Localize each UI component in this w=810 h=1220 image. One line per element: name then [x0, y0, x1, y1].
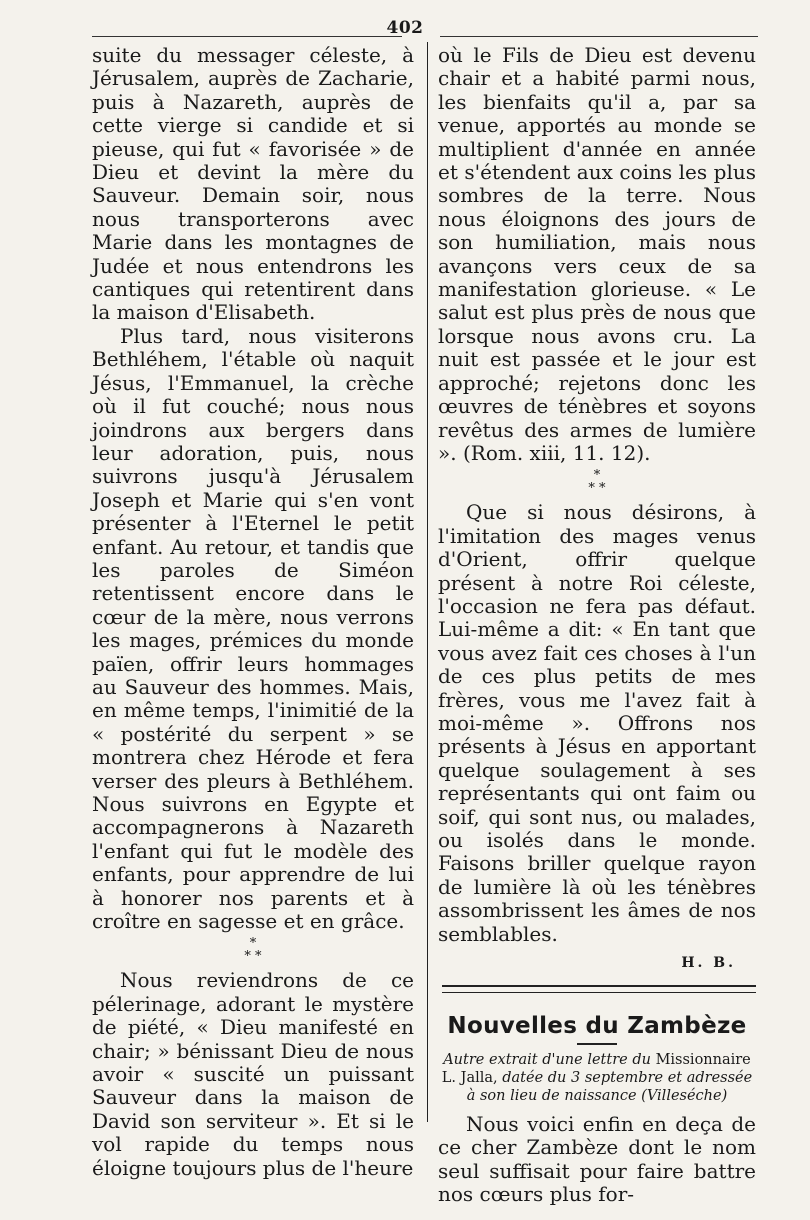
paragraph: Plus tard, nous visiterons Bethléhem, l'étable où naquit Jésus, l'Emmanuel, la crèche où il fut couché; nous nous joindrons aux bergers dans leur adoration, puis, nous suivrons jusqu'à Jérusalem Joseph et Marie qui s'en vont présenter à l'Eternel le petit enfant. Au retour, et tandis que les paroles de Siméon retentissent encore dans le cœur de la mère, nous verrons les mages, prémices du monde païen, offrir leurs hommages au Sauveur des hommes. Mais, en même temps, l'inimitié de la « postérité du serpent » se montrera chez Hérode et fera verser des pleurs à Bethléhem. Nous suivrons en Egypte et accompagnerons à Nazareth l'enfant qui fut le modèle des enfants, pour apprendre de lui à honorer nos parents et à croître en sagesse et en grâce.	[92, 323, 414, 934]
intro-part: datée du 3 septembre et adressée à son lieu de naissance (Villeséche)	[466, 1069, 753, 1104]
asterism-separator: * * *	[588, 468, 606, 497]
intro-part: Autre extrait d'une lettre du	[443, 1051, 651, 1068]
intro-note	[440, 1051, 754, 1105]
paragraph: Nous reviendrons de ce pélerinage, adorant le mystère de piété, « Dieu manifesté en chair; » bénissant Dieu de nous avoir « suscité un puissant Sauveur dans la maison de David son serviteur ». Et si le vol rapide du temps nous éloigne toujours plus de l'heure	[92, 968, 414, 1180]
left-column	[92, 44, 414, 1180]
header-rule-right	[440, 36, 758, 37]
title-rule	[577, 1043, 617, 1045]
paragraph: Nous voici enfin en deça de ce cher Zambèze dont le nom seul suffisait pour faire battre nos cœurs plus for-	[438, 1111, 756, 1207]
intro-missionary: Missionnaire L. Jalla,	[441, 1051, 751, 1086]
column-divider	[427, 42, 428, 1122]
page-number: 402	[386, 18, 424, 38]
header-rule-left	[92, 36, 402, 37]
asterism-separator: * * *	[244, 936, 262, 965]
section-title: Nouvelles du Zambèze	[447, 1013, 747, 1040]
paragraph: Que si nous désirons, à l'imitation des mages venus d'Orient, offrir quelque présent à notre Roi céleste, l'occasion ne fera pas défaut. Lui-même a dit: « En tant que vous avez fait ces choses à l'un de ces plus petits de mes frères, vous me l'avez fait à moi-même ». Offrons nos présents à Jésus en apportant quelque soulagement à ses représentants qui ont faim ou soif, qui sont nus, ou malades, ou isolés dans le monde. Faisons briller quelque rayon de lumière là où les ténèbres assombrissent les âmes de nos semblables.	[438, 500, 756, 946]
paragraph: suite du messager céleste, à Jérusalem, auprès de Zacharie, puis à Nazareth, auprès de cette vierge si candide et si pieuse, qui fut « favorisée » de Dieu et devint la mère du Sauveur. Demain soir, nous nous transporterons avec Marie dans les montagnes de Judée et nous entendrons les cantiques qui retentirent dans la maison d'Elisabeth.	[92, 43, 414, 325]
signature: H. B.	[681, 955, 736, 972]
double-rule	[442, 985, 756, 993]
right-column	[438, 44, 756, 1206]
paragraph: où le Fils de Dieu est devenu chair et a habité parmi nous, les bienfaits qu'il a, par sa venue, apportés au monde se multiplient d'année en année et s'étendent aux coins les plus sombres de la terre. Nous nous éloignons des jours de son humiliation, mais nous avançons vers ceux de sa manifestation glorieuse. « Le salut est plus près de nous que lorsque nous avons cru. La nuit est passée et le jour est approché; rejetons donc les œuvres de ténèbres et soyons revêtus des armes de lumière ». (Rom. xiii, 11. 12).	[438, 43, 756, 465]
